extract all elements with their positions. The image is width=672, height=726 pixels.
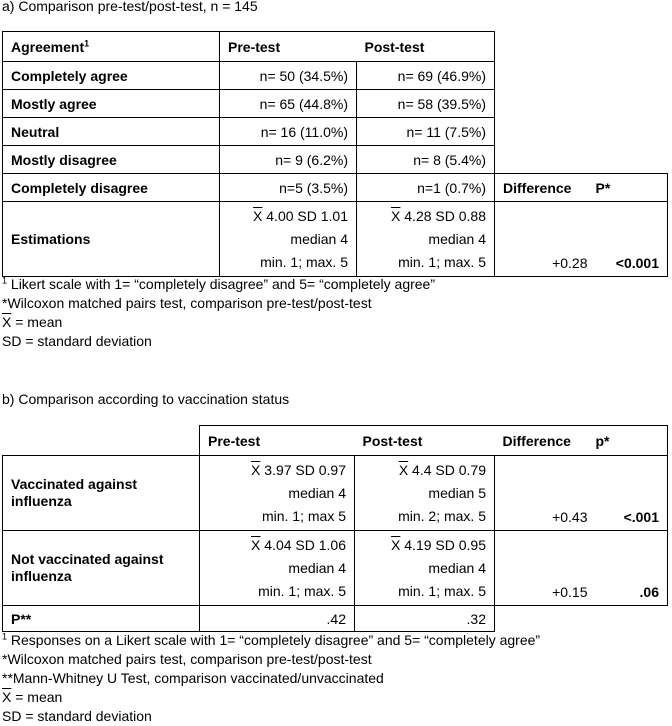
table-b-header-row [3,426,668,456]
table-a [2,31,668,277]
table-row [3,118,668,146]
estimations-pre-cell [220,202,357,277]
post-range: min. 1; max. 5 [398,582,486,599]
table-row [3,174,668,202]
row-difference: +0.15 [495,531,596,606]
table-row [3,531,668,606]
row-post-value: n= 11 (7.5%) [357,118,495,146]
table-row [3,62,668,90]
estimations-p-value: <0.001 [596,202,668,277]
table-b [2,425,668,632]
pre-mean-sd: $\overline{X}$ 4.00 SD 1.01 [253,207,348,224]
pre-mean-sd: $\overline{X}$ 4.04 SD 1.06 [251,536,346,553]
estimations-difference: +0.28 [495,202,596,277]
row-pre-value: n= 65 (44.8%) [220,90,357,118]
note-wilcoxon: *Wilcoxon matched pairs test, comparison pre-test/post-test [2,295,372,311]
row-post-value: n= 8 (5.4%) [357,146,495,174]
row-pre-value: n=5 (3.5%) [220,174,357,202]
table-row [3,146,668,174]
note-wilcoxon: *Wilcoxon matched pairs test, comparison pre-test/post-test [2,651,372,667]
row-pre-cell [200,456,355,531]
header-p: P* [596,174,668,202]
section-a-caption: a) Comparison pre-test/post-test, n = 145 [2,0,258,14]
post-range: min. 1; max. 5 [398,253,486,270]
mean-symbol: $\overline{X}$ [251,536,261,553]
header-agreement: Agreement$^1$ [3,32,220,62]
row-label: Mostly disagree [3,146,220,174]
p-row-label: P** [3,606,200,632]
row-label: Neutral [3,118,220,146]
row-pre-value: n= 50 (34.5%) [220,62,357,90]
row-post-cell [355,456,495,531]
row-label: Vaccinated against influenza [3,456,200,531]
note-sd: SD = standard deviation [2,708,152,724]
post-median: median 5 [428,484,486,501]
post-range: min. 2; max. 5 [398,507,486,524]
post-median: median 4 [428,230,486,247]
estimations-label: Estimations [3,202,220,277]
header-post-test: Post-test [357,32,495,62]
row-label: Mostly agree [3,90,220,118]
mean-symbol: $\overline{X}$ [2,314,12,330]
note-likert: $^1$ Responses on a Likert scale with 1= “completely disagree” and 5= “completely agree” [2,631,541,648]
note-sd: SD = standard deviation [2,333,152,349]
row-post-value: n= 69 (46.9%) [357,62,495,90]
row-post-value: n= 58 (39.5%) [357,90,495,118]
row-label: Completely agree [3,62,220,90]
row-pre-cell [200,531,355,606]
p-row-post-value: .32 [355,606,495,632]
pre-median: median 4 [288,559,346,576]
mean-symbol: $\overline{X}$ [251,461,261,478]
row-difference: +0.43 [495,456,596,531]
header-pre-test: Pre-test [200,426,355,456]
section-a-notes [2,275,435,351]
pre-median: median 4 [290,230,348,247]
section-b-notes [2,631,540,726]
mean-symbol: $\overline{X}$ [253,207,263,224]
note-mean: $\overline{X}$ = mean [2,689,63,705]
mean-symbol: $\overline{X}$ [391,536,401,553]
pre-range: min. 1; max. 5 [260,253,348,270]
row-label: Completely disagree [3,174,220,202]
post-mean-sd: $\overline{X}$ 4.28 SD 0.88 [391,207,486,224]
row-p-value: <.001 [596,456,668,531]
table-a-header-row [3,32,668,62]
mean-symbol: $\overline{X}$ [2,689,12,705]
post-mean-sd: $\overline{X}$ 4.19 SD 0.95 [391,536,486,553]
estimations-post-cell [357,202,495,277]
pre-mean-sd: $\overline{X}$ 3.97 SD 0.97 [251,461,346,478]
mean-symbol: $\overline{X}$ [391,207,401,224]
header-difference: Difference [495,426,596,456]
row-post-cell [355,531,495,606]
note-mann-whitney: **Mann-Whitney U Test, comparison vaccinated/unvaccinated [2,670,384,686]
header-pre-test: Pre-test [220,32,357,62]
note-likert: $^1$ Likert scale with 1= “completely disagree” and 5= “completely agree” [2,275,435,292]
pre-range: min. 1; max. 5 [258,582,346,599]
p-row [3,606,668,632]
row-pre-value: n= 9 (6.2%) [220,146,357,174]
row-label: Not vaccinated against influenza [3,531,200,606]
estimations-row [3,202,668,277]
p-row-pre-value: .42 [200,606,355,632]
pre-range: min. 1; max 5 [261,507,346,524]
note-mean: $\overline{X}$ = mean [2,314,63,330]
header-p: p* [596,426,668,456]
row-pre-value: n= 16 (11.0%) [220,118,357,146]
pre-median: median 4 [288,484,346,501]
row-p-value: .06 [596,531,668,606]
table-row [3,90,668,118]
header-difference: Difference [495,174,596,202]
post-mean-sd: $\overline{X}$ 4.4 SD 0.79 [398,461,486,478]
row-post-value: n=1 (0.7%) [357,174,495,202]
mean-symbol: $\overline{X}$ [398,461,409,478]
table-row [3,456,668,531]
header-post-test: Post-test [355,426,495,456]
section-b-caption: b) Comparison according to vaccination status [2,391,290,407]
post-median: median 4 [428,559,486,576]
